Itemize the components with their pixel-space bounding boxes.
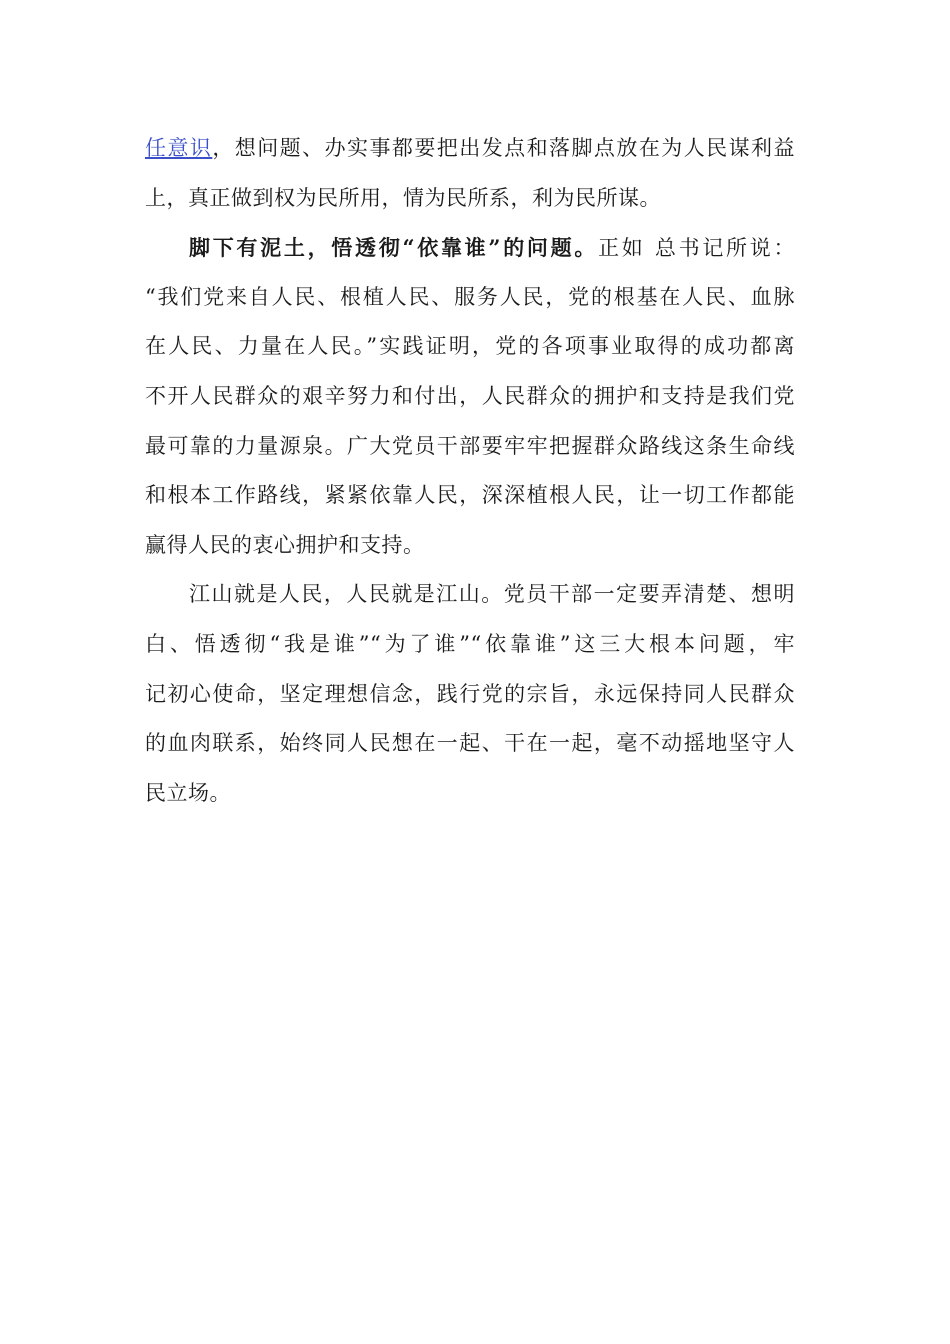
text-line: 任意识，想问题、办实事都要把出发点和落脚点放在为人民谋利益 [145,136,796,160]
text-line: 记初心使命，坚定理想信念，践行党的宗旨，永远保持同人民群众 [145,681,795,706]
text-line: 的血肉联系，始终同人民想在一起、干在一起，毫不动摇地坚守人 [145,731,795,756]
paragraph-heading: 脚下有泥土，悟透彻“依靠谁”的问题。 [189,235,599,261]
paragraph [145,124,795,223]
text-line: 在人民、力量在人民。”实践证明，党的各项事业取得的成功都离 [145,334,795,359]
text-line: 民立场。 [145,780,231,805]
text-line: 最可靠的力量源泉。广大党员干部要牢牢把握群众路线这条生命线 [145,433,795,458]
hyperlink[interactable]: 任意识 [145,136,213,160]
text-line: 和根本工作路线，紧紧依靠人民，深深植根人民，让一切工作都能 [145,483,795,508]
paragraph [145,223,795,570]
text-line: 脚下有泥土，悟透彻“依靠谁”的问题。正如 总书记所说： [189,235,795,261]
text-line: 江山就是人民，人民就是江山。党员干部一定要弄清楚、想明 [189,582,795,607]
text-line: 赢得人民的衷心拥护和支持。 [145,532,425,557]
document-page [145,124,795,818]
text-line: “我们党来自人民、根植人民、服务人民，党的根基在人民、血脉 [145,284,795,309]
paragraph [145,570,795,818]
text-line: 白、悟透彻“我是谁”“为了谁”“依靠谁”这三大根本问题，牢 [145,631,795,656]
text-line: 不开人民群众的艰辛努力和付出，人民群众的拥护和支持是我们党 [145,383,795,408]
text-line: 上，真正做到权为民所用，情为民所系，利为民所谋。 [145,185,661,210]
